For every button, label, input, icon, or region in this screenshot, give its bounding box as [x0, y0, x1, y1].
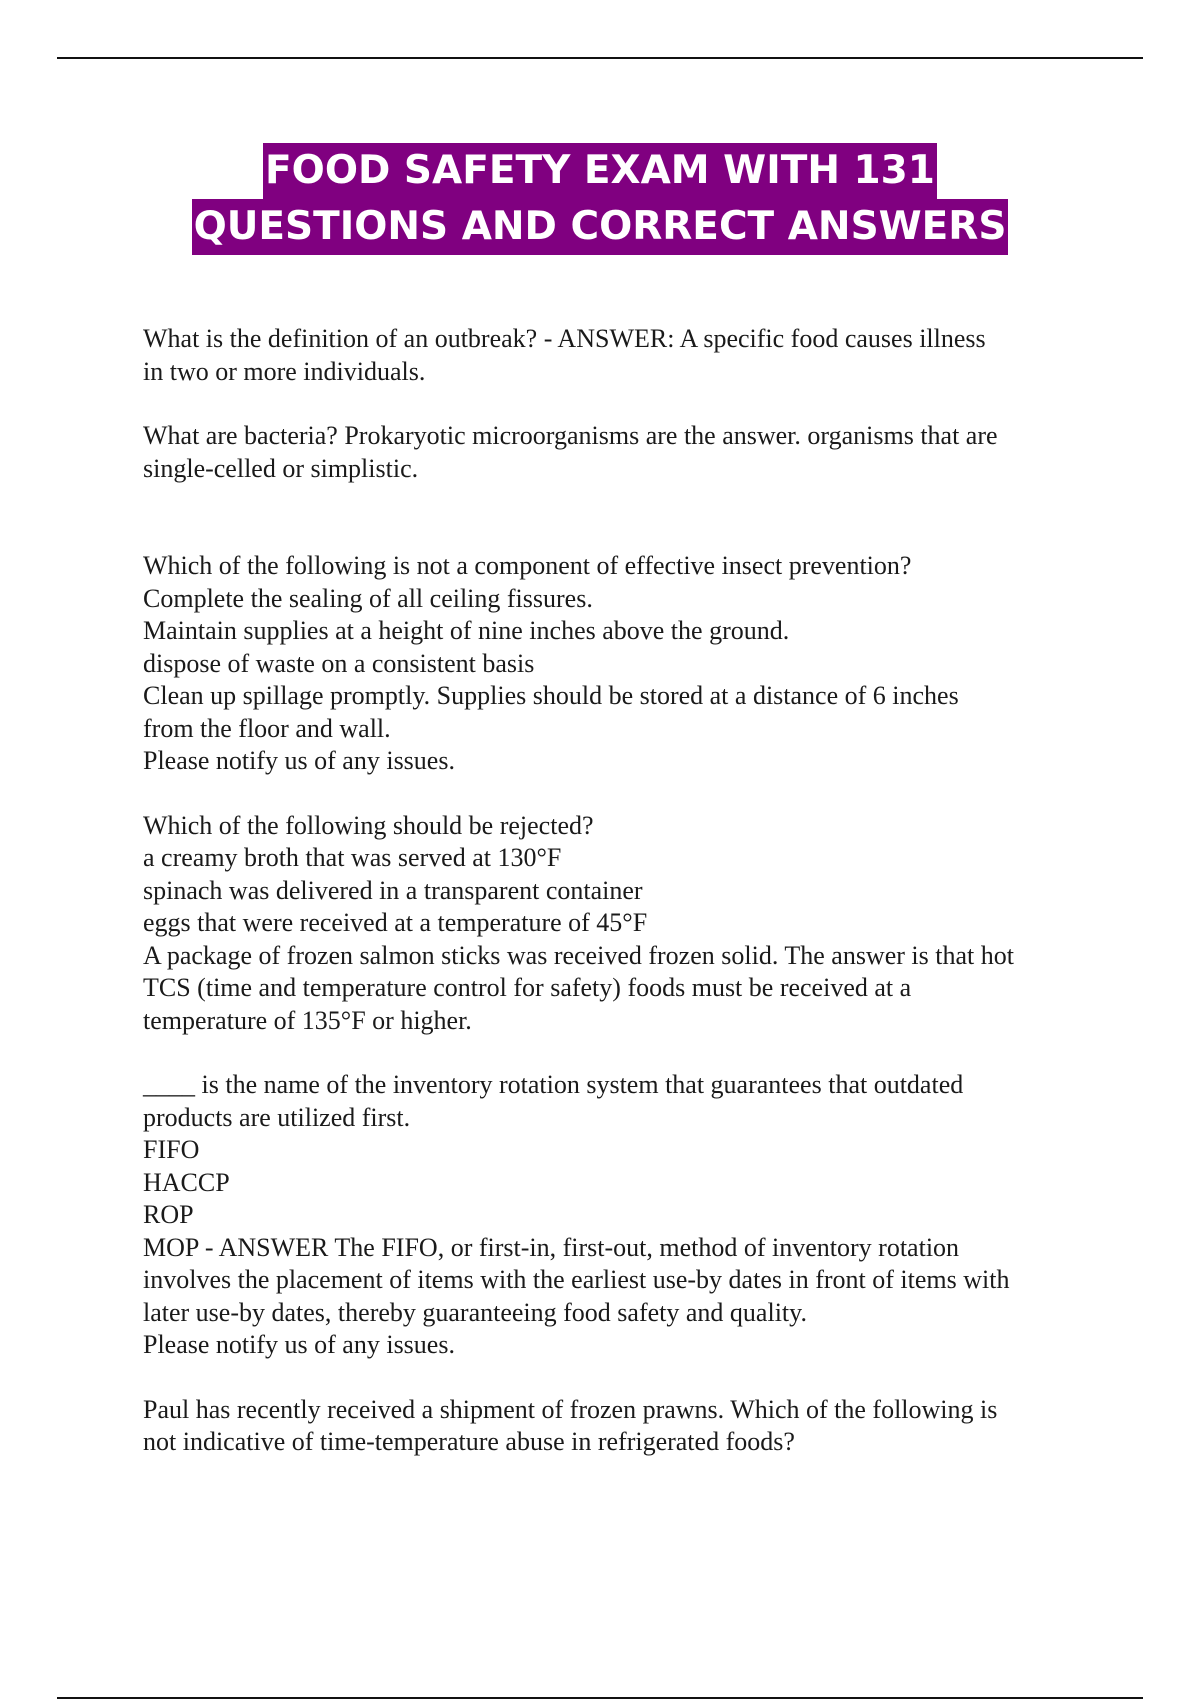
text-line: products are utilized first. — [143, 1102, 411, 1132]
text-line: Complete the sealing of all ceiling fissures. — [143, 583, 593, 613]
text-line: What are bacteria? Prokaryotic microorganisms are the answer. organisms that are — [143, 421, 998, 450]
text-line: eggs that were received at a temperature of 45°F — [143, 908, 648, 937]
text-line: ROP — [143, 1200, 194, 1229]
title-line-2: QUESTIONS AND CORRECT ANSWERS — [192, 199, 1009, 255]
bottom-rule — [57, 1697, 1143, 1699]
text-line: Maintain supplies at a height of nine inches above the ground. — [143, 616, 790, 645]
question-block-rejected — [143, 810, 1103, 1038]
text-line: single-celled or simplistic. — [143, 453, 419, 483]
text-line: FIFO — [143, 1135, 200, 1164]
text-line: in two or more individuals. — [143, 356, 426, 386]
text-line: Please notify us of any issues. — [143, 746, 455, 775]
title-line-1: FOOD SAFETY EXAM WITH 131 — [263, 143, 937, 199]
top-rule — [57, 57, 1143, 59]
question-block-outbreak — [143, 323, 1103, 388]
text-line: involves the placement of items with the earliest use-by dates in front of items with — [143, 1265, 1010, 1294]
question-block-bacteria — [143, 420, 1103, 485]
document-body — [143, 323, 1103, 1459]
text-line: Please notify us of any issues. — [143, 1330, 455, 1359]
text-line: HACCP — [143, 1167, 230, 1197]
text-line: a creamy broth that was served at 130°F — [143, 843, 562, 872]
text-line: A package of frozen salmon sticks was received frozen solid. The answer is that hot — [143, 940, 1014, 970]
text-line: Paul has recently received a shipment of frozen prawns. Which of the following is — [143, 1394, 998, 1424]
question-block-insect-prevention — [143, 550, 1103, 778]
text-line: dispose of waste on a consistent basis — [143, 648, 535, 678]
text-line: Which of the following should be rejected? — [143, 810, 594, 840]
text-line: What is the definition of an outbreak? - ANSWER: A specific food causes illness — [143, 324, 986, 353]
text-line: later use-by dates, thereby guaranteeing food safety and quality. — [143, 1297, 807, 1327]
text-line: ____ is the name of the inventory rotation system that guarantees that outdated — [143, 1070, 964, 1099]
text-line: Which of the following is not a component of effective insect prevention? — [143, 551, 912, 580]
text-line: not indicative of time-temperature abuse in refrigerated foods? — [143, 1427, 795, 1456]
text-line: spinach was delivered in a transparent container — [143, 875, 643, 905]
question-block-frozen-prawns — [143, 1394, 1103, 1459]
question-block-inventory-rotation — [143, 1069, 1103, 1362]
text-line: TCS (time and temperature control for safety) foods must be received at a — [143, 973, 912, 1002]
document-title — [0, 143, 1200, 255]
text-line: MOP - ANSWER The FIFO, or first-in, first-out, method of inventory rotation — [143, 1232, 960, 1262]
text-line: from the floor and wall. — [143, 713, 391, 743]
text-line: temperature of 135°F or higher. — [143, 1005, 472, 1035]
text-line: Clean up spillage promptly. Supplies should be stored at a distance of 6 inches — [143, 681, 959, 710]
